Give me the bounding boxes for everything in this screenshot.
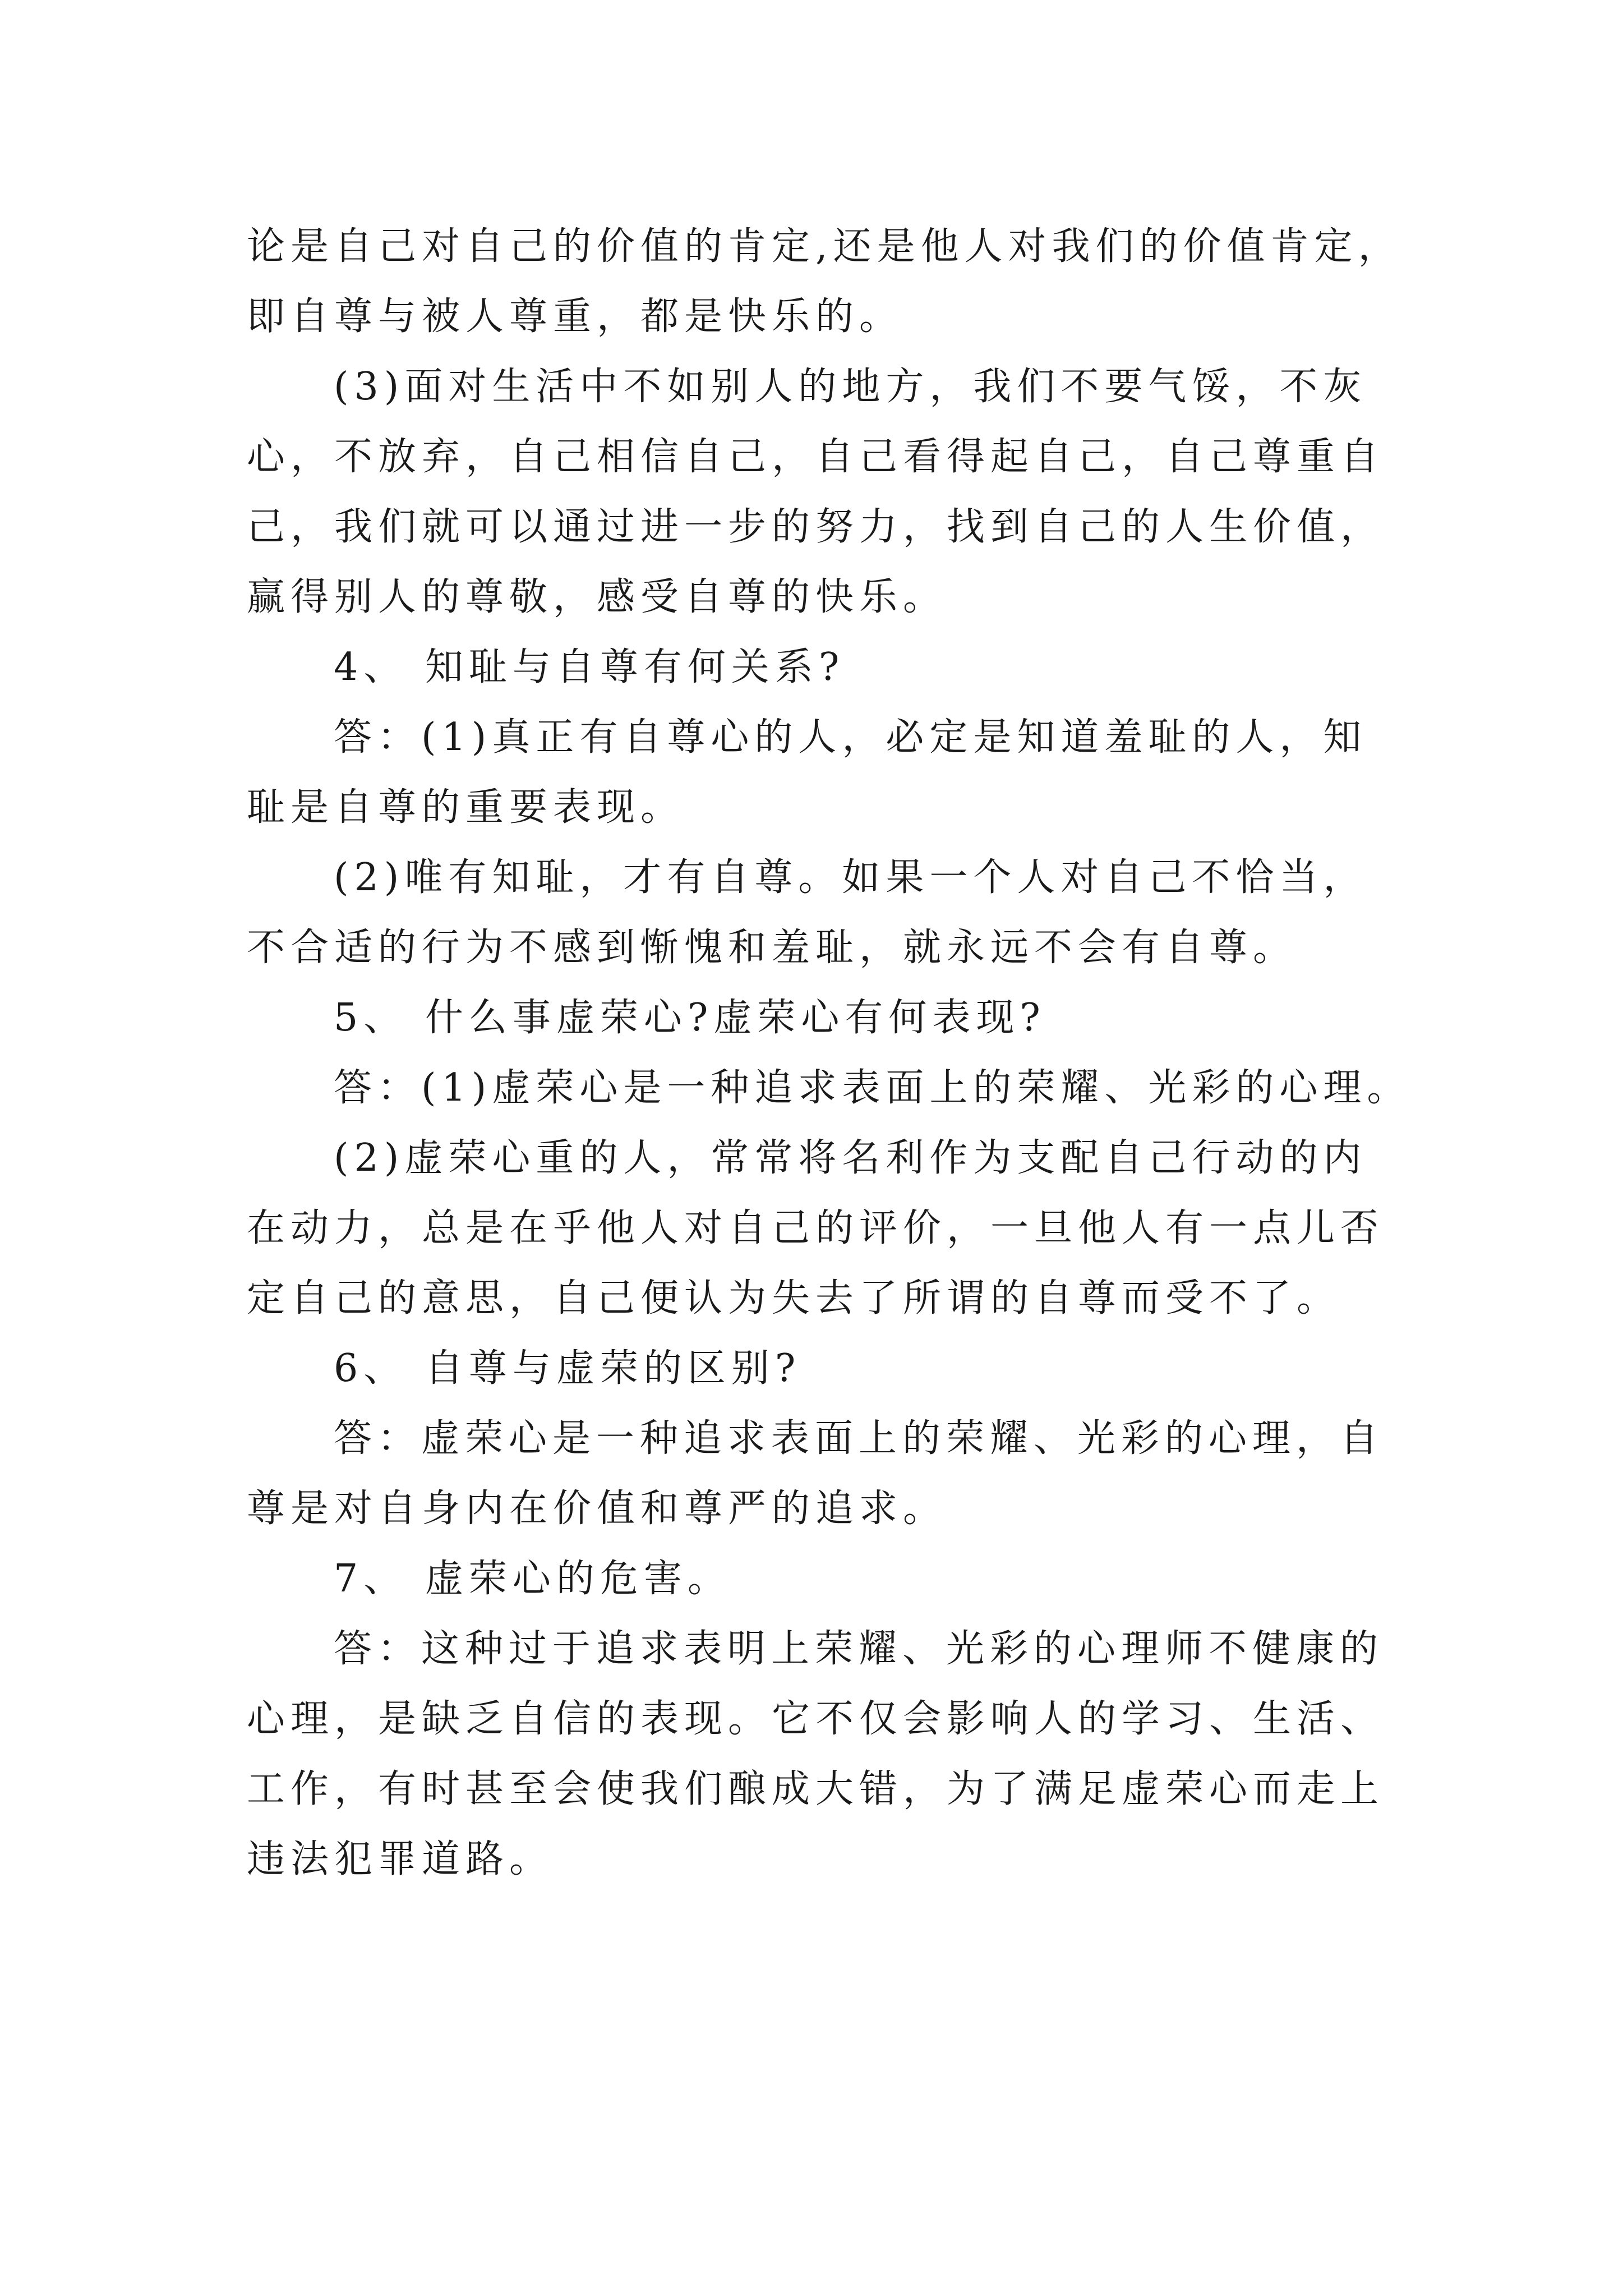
text-line: (2)唯有知耻，才有自尊。如果一个人对自己不恰当，	[334, 855, 1367, 900]
text-line: 即自尊与被人尊重，都是快乐的。	[247, 295, 903, 339]
text-line: 在动力，总是在乎他人对自己的评价，一旦他人有一点儿否	[247, 1206, 1385, 1250]
text-line: 尊是对自身内在价值和尊严的追求。	[247, 1487, 947, 1531]
text-line: 心理，是缺乏自信的表现。它不仅会影响人的学习、生活、	[247, 1697, 1385, 1741]
section-heading: 5、 什么事虚荣心?虚荣心有何表现?	[334, 996, 1046, 1040]
text-line: (3)面对生活中不如别人的地方，我们不要气馁，不灰	[334, 365, 1367, 409]
text-line: 论是自己对自己的价值的肯定,还是他人对我们的价值肯定，	[247, 224, 1402, 269]
section-heading: 4、 知耻与自尊有何关系?	[334, 645, 845, 689]
text-line: 赢得别人的尊敬，感受自尊的快乐。	[247, 575, 947, 619]
text-line: 违法犯罪道路。	[247, 1837, 554, 1881]
text-line: 心，不放弃，自己相信自己，自己看得起自己，自己尊重自	[247, 435, 1385, 479]
text-line: 答：这种过于追求表明上荣耀、光彩的心理师不健康的	[334, 1627, 1384, 1671]
text-line: 答：(1)真正有自尊心的人，必定是知道羞耻的人，知	[334, 715, 1367, 760]
text-line: 定自己的意思，自己便认为失去了所谓的自尊而受不了。	[247, 1276, 1341, 1320]
text-line: (2)虚荣心重的人，常常将名利作为支配自己行动的内	[334, 1136, 1367, 1180]
text-line: 工作，有时甚至会使我们酿成大错，为了满足虚荣心而走上	[247, 1767, 1385, 1811]
section-heading: 6、 自尊与虚荣的区别?	[334, 1346, 801, 1391]
text-line: 答：虚荣心是一种追求表面上的荣耀、光彩的心理，自	[334, 1416, 1384, 1461]
text-line: 己，我们就可以通过进一步的努力，找到自己的人生价值，	[247, 505, 1385, 549]
section-heading: 7、 虚荣心的危害。	[334, 1557, 731, 1601]
text-line: 答：(1)虚荣心是一种追求表面上的荣耀、光彩的心理。	[334, 1066, 1411, 1110]
text-line: 不合适的行为不感到惭愧和羞耻，就永远不会有自尊。	[247, 926, 1297, 970]
text-line: 耻是自尊的重要表现。	[247, 785, 685, 830]
